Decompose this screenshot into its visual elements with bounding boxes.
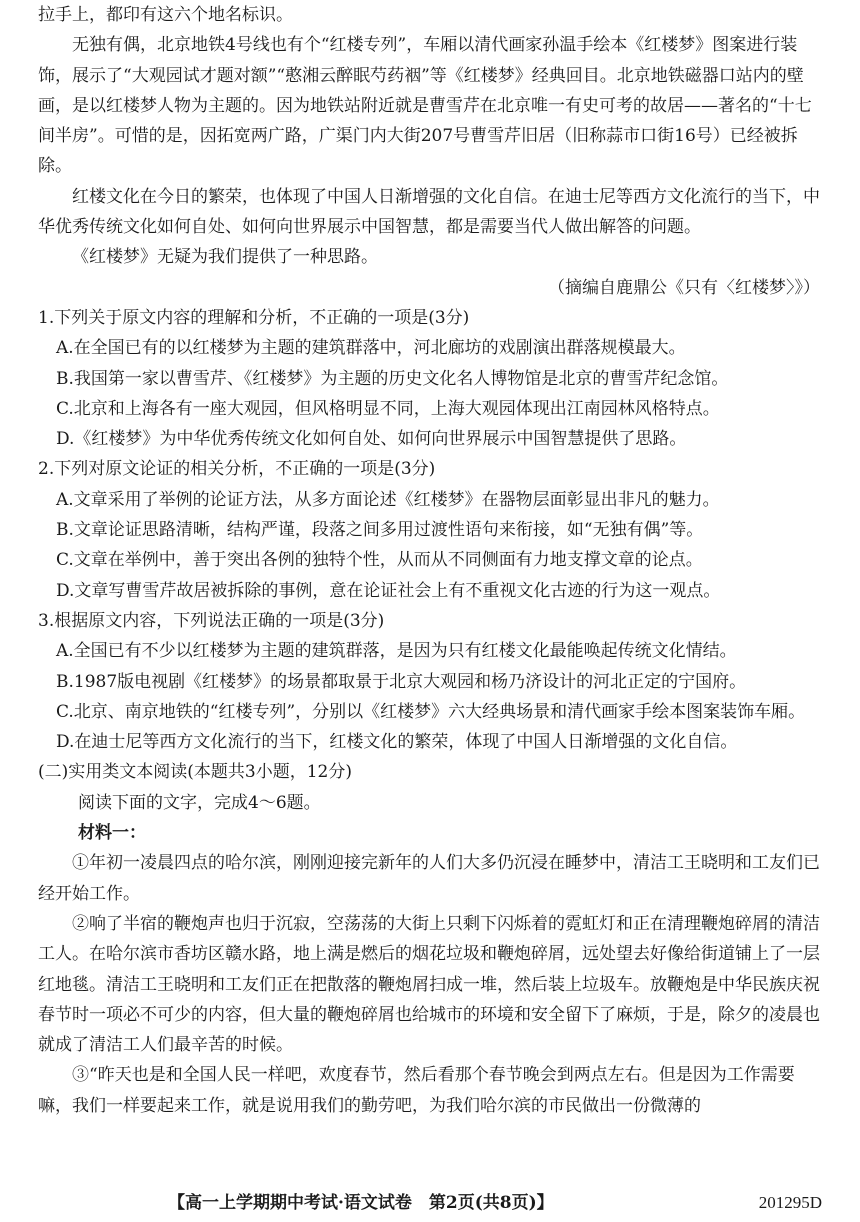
option-c: C.北京和上海各有一座大观园，但风格明显不同，上海大观园体现出江南园林风格特点。 — [56, 398, 720, 419]
option-c: C.北京、南京地铁的“红楼专列”，分别以《红楼梦》六大经典场景和清代画家手绘本图案装饰车厢。 — [56, 701, 806, 722]
question-1 — [38, 303, 828, 454]
section-instruction: 阅读下面的文字，完成4～6题。 — [78, 792, 321, 813]
option-c: C.文章在举例中，善于突出各例的独特个性，从而从不同侧面有力地支撑文章的论点。 — [56, 550, 703, 571]
passage-source: （摘编自鹿鼎公《只有〈红楼梦〉》） — [548, 277, 820, 298]
passage-paragraph-2: 红楼文化在今日的繁荣，也体现了中国人日渐增强的文化自信。在迪士尼等西方文化流行的当下，中华优秀传统文化如何自处、如何向世界展示中国智慧，都是需要当代人做出解答的问题。 — [38, 186, 820, 238]
option-b: B.我国第一家以曹雪芹、《红楼梦》为主题的历史文化名人博物馆是北京的曹雪芹纪念馆。 — [56, 368, 729, 389]
question-3 — [38, 606, 828, 757]
page-footer — [0, 1188, 860, 1218]
material-paragraph-1: ①年初一凌晨四点的哈尔滨，刚刚迎接完新年的人们大多仍沉浸在睡梦中，清洁工王晓明和工友们已经开始工作。 — [38, 853, 820, 904]
passage-paragraph-3: 《红楼梦》无疑为我们提供了一种思路。 — [72, 247, 378, 268]
question-stem: 3.根据原文内容，下列说法正确的一项是(3分) — [38, 610, 385, 631]
question-stem: 1.下列关于原文内容的理解和分析，不正确的一项是(3分) — [38, 307, 470, 328]
passage-paragraph-1: 无独有偶，北京地铁4号线也有个“红楼专列”，车厢以清代画家孙温手绘本《红楼梦》图案进行装饰，展示了“大观园试才题对额”“憨湘云醉眠芍药裀”等《红楼梦》经典回目。北京地铁磁器口站内的壁画，是以红楼梦人物为主题的。因为地铁站附近就是曹雪芹在北京唯一有史可考的故居——著名的“十七间半房”。可惜的是，因拓宽两广路，广渠门内大街207号曹雪芹旧居（旧称蒜市口街16号）已经被拆除。 — [38, 35, 812, 177]
passage-paragraph-0: 拉手上，都印有这六个地名标识。 — [38, 5, 293, 25]
question-stem: 2.下列对原文论证的相关分析，不正确的一项是(3分) — [38, 459, 436, 480]
material-paragraph-3: ③“昨天也是和全国人民一样吧，欢度春节，然后看那个春节晚会到两点左右。但是因为工作需要嘛，我们一样要起来工作，就是说用我们的勤劳吧，为我们哈尔滨的市民做出一份微薄的 — [38, 1065, 795, 1116]
option-a: A.文章采用了举例的论证方法，从多方面论述《红楼梦》在器物层面彰显出非凡的魅力。 — [56, 489, 720, 510]
option-d: D.文章写曹雪芹故居被拆除的事例，意在论证社会上有不重视文化古迹的行为这一观点。 — [56, 580, 721, 601]
page-content — [38, 0, 828, 1121]
material-paragraph-2: ②响了半宿的鞭炮声也归于沉寂，空荡荡的大街上只剩下闪烁着的霓虹灯和正在清理鞭炮碎屑的清洁工人。在哈尔滨市香坊区赣水路，地上满是燃后的烟花垃圾和鞭炮碎屑，远处望去好像给街道铺上了一层红地毯。清洁工王晓明和工友们正在把散落的鞭炮屑扫成一堆，然后装上垃圾车。放鞭炮是中华民族庆祝春节时一项必不可少的内容，但大量的鞭炮碎屑也给城市的环境和安全留下了麻烦，于是，除夕的凌晨也就成了清洁工人们最辛苦的时候。 — [38, 913, 820, 1056]
option-b: B.文章论证思路清晰，结构严谨，段落之间多用过渡性语句来衔接，如“无独有偶”等。 — [56, 520, 704, 541]
section-heading: (二)实用类文本阅读(本题共3小题，12分) — [38, 762, 352, 783]
option-b: B.1987版电视剧《红楼梦》的场景都取景于北京大观园和杨乃济设计的河北正定的宁国府。 — [56, 671, 747, 692]
option-a: A.在全国已有的以红楼梦为主题的建筑群落中，河北廊坊的戏剧演出群落规模最大。 — [56, 338, 686, 359]
footer-code: 201295D — [758, 1193, 822, 1212]
option-d: D.在迪士尼等西方文化流行的当下，红楼文化的繁荣，体现了中国人日渐增强的文化自信。 — [56, 732, 738, 753]
footer-title: 【高一上学期期中考试·语文试卷 第2页(共8页)】 — [168, 1193, 554, 1213]
option-d: D.《红楼梦》为中华优秀传统文化如何自处、如何向世界展示中国智慧提供了思路。 — [56, 429, 687, 450]
question-2 — [38, 454, 828, 605]
option-a: A.全国已有不少以红楼梦为主题的建筑群落，是因为只有红楼文化最能唤起传统文化情结。 — [56, 641, 737, 662]
material-label: 材料一： — [78, 823, 146, 844]
